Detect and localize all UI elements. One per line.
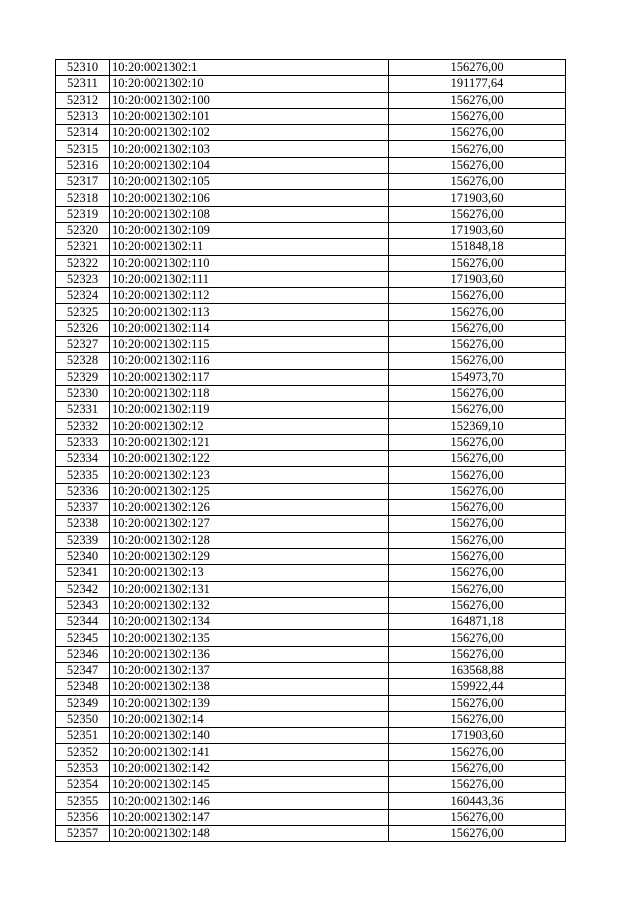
row-number-cell: 52328 [56,353,110,369]
cadastral-value-cell: 156276,00 [389,141,566,157]
row-number-cell: 52333 [56,434,110,450]
cadastral-value-table [55,59,566,842]
cadastral-number-cell: 10:20:0021302:100 [110,92,389,108]
row-number-cell: 52324 [56,288,110,304]
table-row [56,255,566,271]
cadastral-number-cell: 10:20:0021302:111 [110,271,389,287]
row-number-cell: 52314 [56,125,110,141]
table-row [56,60,566,76]
row-number-cell: 52327 [56,337,110,353]
cadastral-value-cell: 156276,00 [389,467,566,483]
table-row [56,711,566,727]
cadastral-value-cell: 156276,00 [389,353,566,369]
row-number-cell: 52339 [56,532,110,548]
cadastral-number-cell: 10:20:0021302:117 [110,369,389,385]
cadastral-value-cell: 164871,18 [389,614,566,630]
cadastral-value-cell: 156276,00 [389,174,566,190]
cadastral-value-cell: 156276,00 [389,108,566,124]
cadastral-value-cell: 156276,00 [389,630,566,646]
cadastral-value-cell: 156276,00 [389,320,566,336]
row-number-cell: 52329 [56,369,110,385]
cadastral-value-cell: 156276,00 [389,288,566,304]
table-row [56,337,566,353]
table-row [56,630,566,646]
cadastral-value-cell: 156276,00 [389,532,566,548]
table-row [56,418,566,434]
row-number-cell: 52342 [56,581,110,597]
table-row [56,125,566,141]
table-row [56,744,566,760]
row-number-cell: 52341 [56,565,110,581]
table-row [56,809,566,825]
table-row [56,157,566,173]
table-row [56,646,566,662]
row-number-cell: 52317 [56,174,110,190]
cadastral-value-cell: 156276,00 [389,451,566,467]
table-row [56,385,566,401]
table-row [56,483,566,499]
cadastral-number-cell: 10:20:0021302:109 [110,222,389,238]
row-number-cell: 52319 [56,206,110,222]
row-number-cell: 52325 [56,304,110,320]
table-row [56,548,566,564]
table-row [56,695,566,711]
table-row [56,777,566,793]
cadastral-value-cell: 156276,00 [389,809,566,825]
table-row [56,728,566,744]
table-row [56,76,566,92]
table-row [56,239,566,255]
row-number-cell: 52315 [56,141,110,157]
table-row [56,679,566,695]
row-number-cell: 52326 [56,320,110,336]
cadastral-number-cell: 10:20:0021302:106 [110,190,389,206]
row-number-cell: 52354 [56,777,110,793]
table-row [56,467,566,483]
cadastral-value-cell: 156276,00 [389,60,566,76]
cadastral-number-cell: 10:20:0021302:104 [110,157,389,173]
cadastral-number-cell: 10:20:0021302:122 [110,451,389,467]
cadastral-number-cell: 10:20:0021302:125 [110,483,389,499]
cadastral-number-cell: 10:20:0021302:145 [110,777,389,793]
row-number-cell: 52320 [56,222,110,238]
table-row [56,353,566,369]
row-number-cell: 52313 [56,108,110,124]
row-number-cell: 52353 [56,760,110,776]
row-number-cell: 52336 [56,483,110,499]
cadastral-value-cell: 159922,44 [389,679,566,695]
cadastral-number-cell: 10:20:0021302:138 [110,679,389,695]
cadastral-number-cell: 10:20:0021302:123 [110,467,389,483]
row-number-cell: 52352 [56,744,110,760]
cadastral-number-cell: 10:20:0021302:14 [110,711,389,727]
cadastral-value-cell: 156276,00 [389,304,566,320]
row-number-cell: 52343 [56,597,110,613]
cadastral-value-cell: 156276,00 [389,92,566,108]
cadastral-value-cell: 156276,00 [389,548,566,564]
row-number-cell: 52331 [56,402,110,418]
table-row [56,320,566,336]
table-row [56,793,566,809]
cadastral-number-cell: 10:20:0021302:11 [110,239,389,255]
row-number-cell: 52316 [56,157,110,173]
cadastral-number-cell: 10:20:0021302:112 [110,288,389,304]
cadastral-value-cell: 156276,00 [389,337,566,353]
cadastral-number-cell: 10:20:0021302:115 [110,337,389,353]
table-row [56,304,566,320]
cadastral-value-cell: 156276,00 [389,581,566,597]
cadastral-value-cell: 160443,36 [389,793,566,809]
row-number-cell: 52335 [56,467,110,483]
row-number-cell: 52312 [56,92,110,108]
row-number-cell: 52357 [56,825,110,841]
table-row [56,565,566,581]
cadastral-value-cell: 156276,00 [389,125,566,141]
row-number-cell: 52356 [56,809,110,825]
cadastral-number-cell: 10:20:0021302:136 [110,646,389,662]
cadastral-number-cell: 10:20:0021302:110 [110,255,389,271]
cadastral-number-cell: 10:20:0021302:146 [110,793,389,809]
row-number-cell: 52321 [56,239,110,255]
row-number-cell: 52337 [56,500,110,516]
table-row [56,222,566,238]
row-number-cell: 52323 [56,271,110,287]
table-row [56,288,566,304]
cadastral-value-cell: 156276,00 [389,695,566,711]
cadastral-value-cell: 156276,00 [389,434,566,450]
table-row [56,174,566,190]
cadastral-number-cell: 10:20:0021302:140 [110,728,389,744]
cadastral-value-cell: 156276,00 [389,157,566,173]
row-number-cell: 52338 [56,516,110,532]
row-number-cell: 52345 [56,630,110,646]
table-row [56,402,566,418]
cadastral-number-cell: 10:20:0021302:119 [110,402,389,418]
row-number-cell: 52311 [56,76,110,92]
row-number-cell: 52330 [56,385,110,401]
cadastral-value-cell: 156276,00 [389,825,566,841]
table-row [56,662,566,678]
row-number-cell: 52344 [56,614,110,630]
row-number-cell: 52310 [56,60,110,76]
cadastral-value-cell: 163568,88 [389,662,566,678]
cadastral-value-cell: 156276,00 [389,500,566,516]
table-row [56,141,566,157]
row-number-cell: 52332 [56,418,110,434]
cadastral-value-cell: 156276,00 [389,206,566,222]
cadastral-value-cell: 156276,00 [389,385,566,401]
table-row [56,206,566,222]
cadastral-number-cell: 10:20:0021302:148 [110,825,389,841]
row-number-cell: 52355 [56,793,110,809]
cadastral-value-cell: 171903,60 [389,271,566,287]
cadastral-number-cell: 10:20:0021302:142 [110,760,389,776]
row-number-cell: 52349 [56,695,110,711]
cadastral-number-cell: 10:20:0021302:116 [110,353,389,369]
cadastral-value-cell: 156276,00 [389,565,566,581]
cadastral-value-cell: 156276,00 [389,646,566,662]
cadastral-number-cell: 10:20:0021302:132 [110,597,389,613]
cadastral-value-cell: 191177,64 [389,76,566,92]
table-row [56,108,566,124]
cadastral-value-cell: 156276,00 [389,744,566,760]
row-number-cell: 52340 [56,548,110,564]
table-row [56,451,566,467]
cadastral-number-cell: 10:20:0021302:147 [110,809,389,825]
cadastral-number-cell: 10:20:0021302:101 [110,108,389,124]
cadastral-number-cell: 10:20:0021302:113 [110,304,389,320]
row-number-cell: 52351 [56,728,110,744]
cadastral-value-cell: 156276,00 [389,402,566,418]
row-number-cell: 52346 [56,646,110,662]
row-number-cell: 52334 [56,451,110,467]
cadastral-value-cell: 156276,00 [389,760,566,776]
table-row [56,500,566,516]
cadastral-number-cell: 10:20:0021302:1 [110,60,389,76]
table-row [56,271,566,287]
cadastral-number-cell: 10:20:0021302:103 [110,141,389,157]
cadastral-value-cell: 156276,00 [389,711,566,727]
cadastral-value-cell: 156276,00 [389,597,566,613]
cadastral-number-cell: 10:20:0021302:134 [110,614,389,630]
table-row [56,434,566,450]
cadastral-value-cell: 156276,00 [389,483,566,499]
cadastral-number-cell: 10:20:0021302:114 [110,320,389,336]
cadastral-number-cell: 10:20:0021302:102 [110,125,389,141]
cadastral-number-cell: 10:20:0021302:118 [110,385,389,401]
row-number-cell: 52347 [56,662,110,678]
cadastral-value-cell: 156276,00 [389,777,566,793]
cadastral-number-cell: 10:20:0021302:105 [110,174,389,190]
cadastral-value-cell: 171903,60 [389,190,566,206]
cadastral-number-cell: 10:20:0021302:13 [110,565,389,581]
table-row [56,597,566,613]
cadastral-value-cell: 152369,10 [389,418,566,434]
table-row [56,614,566,630]
table-body [56,60,566,842]
cadastral-value-cell: 154973,70 [389,369,566,385]
row-number-cell: 52348 [56,679,110,695]
cadastral-number-cell: 10:20:0021302:126 [110,500,389,516]
cadastral-number-cell: 10:20:0021302:121 [110,434,389,450]
table-row [56,369,566,385]
table-row [56,92,566,108]
cadastral-number-cell: 10:20:0021302:135 [110,630,389,646]
row-number-cell: 52318 [56,190,110,206]
table-row [56,760,566,776]
table-row [56,532,566,548]
cadastral-number-cell: 10:20:0021302:128 [110,532,389,548]
table-row [56,581,566,597]
cadastral-number-cell: 10:20:0021302:108 [110,206,389,222]
cadastral-number-cell: 10:20:0021302:141 [110,744,389,760]
cadastral-value-cell: 156276,00 [389,516,566,532]
cadastral-number-cell: 10:20:0021302:139 [110,695,389,711]
row-number-cell: 52322 [56,255,110,271]
cadastral-number-cell: 10:20:0021302:137 [110,662,389,678]
cadastral-value-cell: 156276,00 [389,255,566,271]
cadastral-value-cell: 151848,18 [389,239,566,255]
cadastral-value-cell: 171903,60 [389,222,566,238]
cadastral-number-cell: 10:20:0021302:131 [110,581,389,597]
cadastral-number-cell: 10:20:0021302:10 [110,76,389,92]
cadastral-number-cell: 10:20:0021302:12 [110,418,389,434]
cadastral-number-cell: 10:20:0021302:129 [110,548,389,564]
table-row [56,825,566,841]
cadastral-value-cell: 171903,60 [389,728,566,744]
row-number-cell: 52350 [56,711,110,727]
table-row [56,516,566,532]
table-row [56,190,566,206]
cadastral-number-cell: 10:20:0021302:127 [110,516,389,532]
